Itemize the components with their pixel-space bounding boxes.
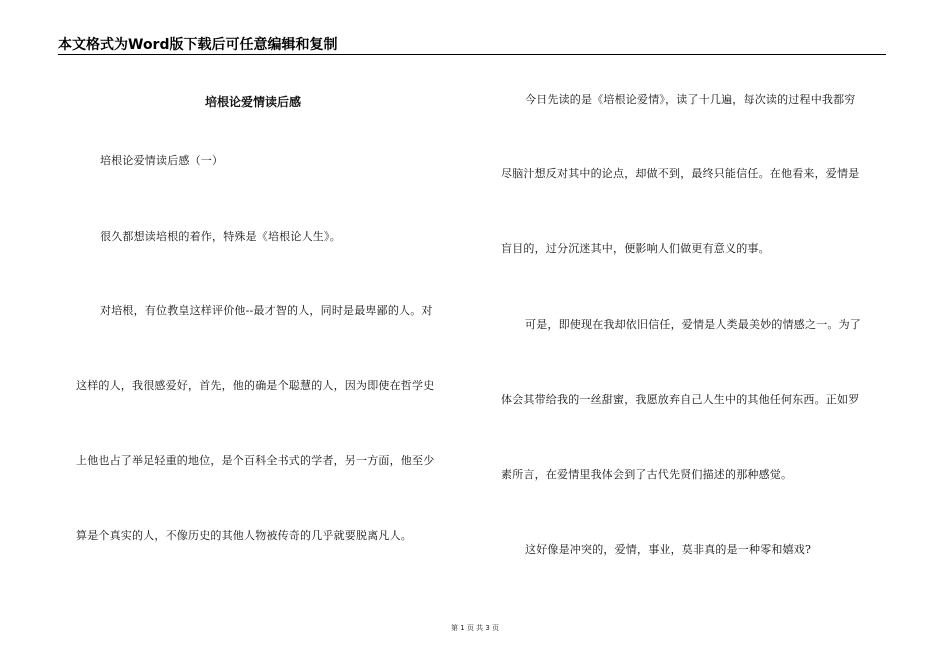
right-paragraph-line: 今日先读的是《培根论爱情》，读了十几遍，每次读的过程中我都穷 bbox=[525, 93, 856, 106]
right-paragraph-line: 素所言，在爱情里我体会到了古代先贤们描述的那种感觉。 bbox=[501, 468, 793, 481]
left-paragraph-line: 算是个真实的人，不像历史的其他人物被传奇的几乎就要脱离凡人。 bbox=[76, 529, 412, 542]
left-paragraph-line: 这样的人，我很感爱好，首先，他的确是个聪慧的人，因为即使在哲学史 bbox=[76, 379, 435, 392]
left-paragraph-line: 培根论爱情读后感（一） bbox=[100, 154, 224, 167]
right-paragraph-line: 可是，即使现在我却依旧信任，爱情是人类最美妙的情感之一。为了 bbox=[525, 318, 861, 331]
page-number-footer: 第 1 页 共 3 页 bbox=[450, 624, 500, 632]
left-paragraph-line: 对培根，有位教皇这样评价他--最才智的人，同时是最卑鄙的人。对 bbox=[100, 304, 433, 317]
right-paragraph-line: 体会其带给我的一丝甜蜜，我愿放弃自己人生中的其他任何东西。正如罗 bbox=[501, 393, 860, 406]
left-paragraph-line: 很久都想读培根的着作，特殊是《培根论人生》。 bbox=[100, 230, 341, 243]
document-title: 培根论爱情读后感 bbox=[205, 95, 302, 109]
left-paragraph-line: 上他也占了举足轻重的地位，是个百科全书式的学者，另一方面，他至少 bbox=[76, 454, 435, 467]
document-header-banner: 本文格式为Word版下载后可任意编辑和复制 bbox=[58, 37, 338, 53]
right-paragraph-line: 这好像是冲突的，爱情，事业，莫非真的是一种零和嬉戏? bbox=[525, 543, 812, 556]
header-divider bbox=[58, 54, 886, 55]
right-paragraph-line: 尽脑汁想反对其中的论点，却做不到，最终只能信任。在他看来，爱情是 bbox=[501, 167, 860, 180]
right-paragraph-line: 盲目的，过分沉迷其中，便影响人们做更有意义的事。 bbox=[501, 242, 770, 255]
